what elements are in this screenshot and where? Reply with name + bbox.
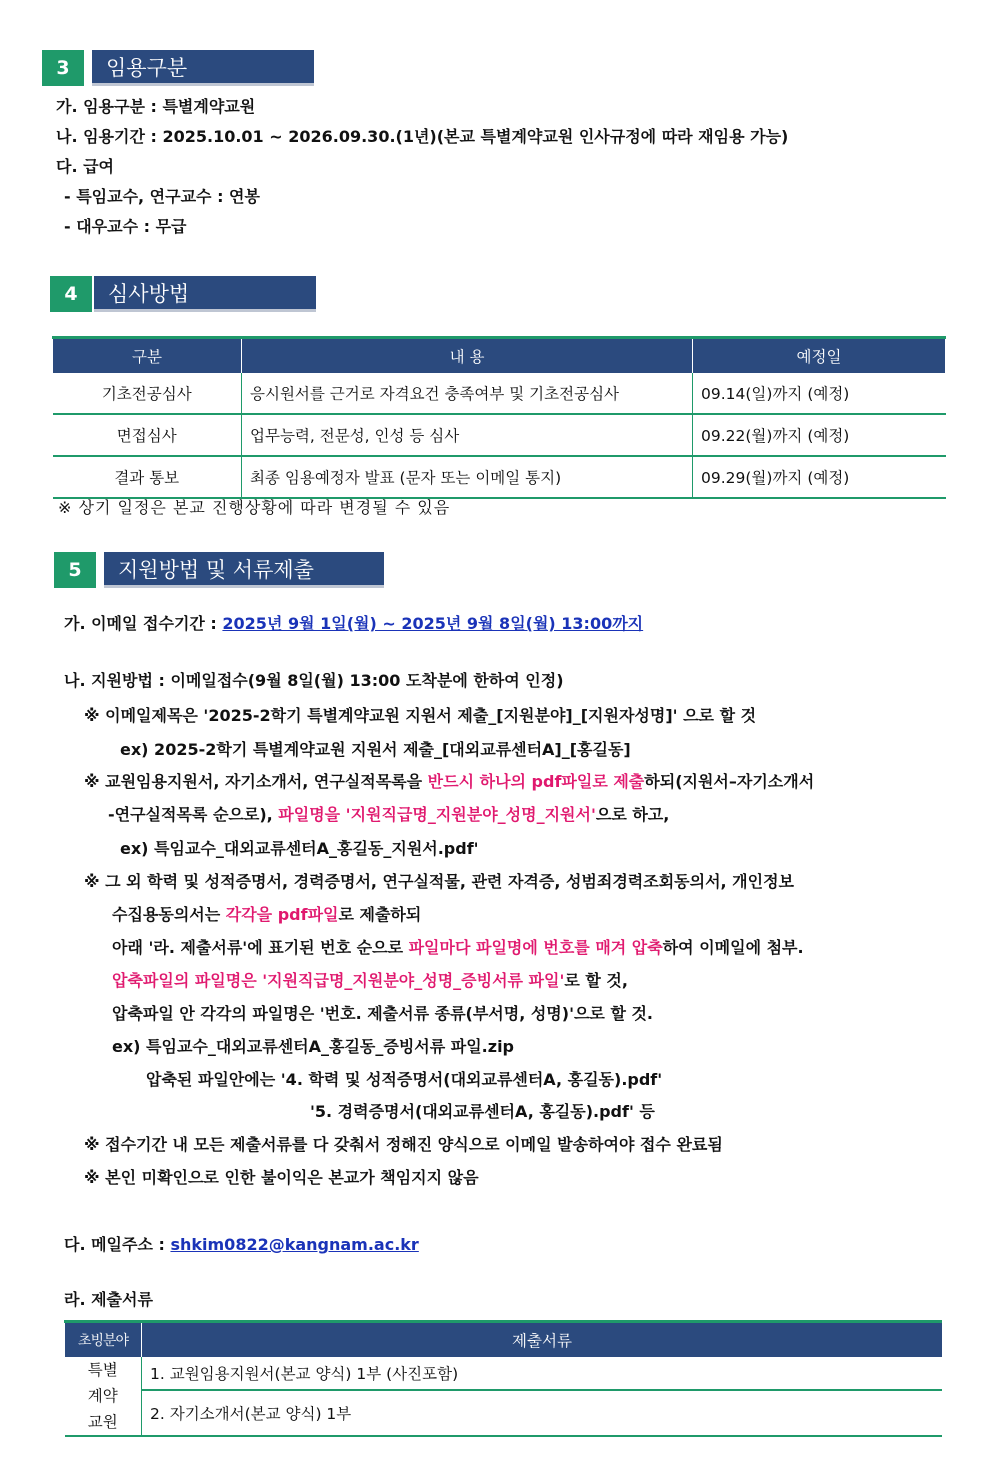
text-span: 로 할 것, xyxy=(564,971,628,990)
text-span: 아래 '라. 제출서류'에 표기된 번호 순으로 xyxy=(112,938,409,957)
text-span: 하되(지원서–자기소개서 xyxy=(644,772,815,791)
submission-complete-note: ※ 접수기간 내 모든 제출서류를 다 갖춰서 정해진 양식으로 이메일 발송하여야 접수 완료됨 xyxy=(84,1135,723,1154)
cell-content: 최종 임용예정자 발표 (문자 또는 이메일 통지) xyxy=(242,456,693,498)
cell-category: 결과 통보 xyxy=(53,456,242,498)
table-header-row xyxy=(65,1322,943,1358)
review-schedule-table xyxy=(52,336,946,499)
zip-content-example-2: '5. 경력증명서(대외교류센터A, 홍길동).pdf' 등 xyxy=(310,1102,655,1121)
col-header-content: 내 용 xyxy=(242,338,693,374)
text-span: 수집용동의서는 xyxy=(112,905,226,924)
text-span: ※ 교원임용지원서, 자기소개서, 연구실적목록을 xyxy=(84,772,428,791)
col-header-field: 초빙분야 xyxy=(65,1322,142,1358)
sec3-line-a: 가. 임용구분 : 특별계약교원 xyxy=(56,97,256,116)
mail-address-label: 다. 메일주소 : xyxy=(64,1235,171,1254)
col-header-docs: 제출서류 xyxy=(142,1322,943,1358)
pdf-filename-example: ex) 특임교수_대외교류센터A_홍길동_지원서.pdf' xyxy=(120,839,479,858)
table-row xyxy=(65,1390,943,1436)
cell-category: 기초전공심사 xyxy=(53,373,242,414)
pdf-submit-rule xyxy=(84,769,814,792)
section-5-title: 지원방법 및 서류제출 xyxy=(104,552,384,588)
apply-method: 나. 지원방법 : 이메일접수(9월 8일(월) 13:00 도착분에 한하여 인정) xyxy=(64,671,564,690)
sec3-line-c: 다. 급여 xyxy=(56,157,115,176)
schedule-note: ※ 상기 일정은 본교 진행상황에 따라 변경될 수 있음 xyxy=(58,498,451,517)
highlight-span: 파일마다 파일명에 번호를 매겨 압축 xyxy=(408,938,663,957)
email-period-value: 2025년 9월 1일(월) ~ 2025년 9월 8일(월) 13:00까지 xyxy=(222,614,644,633)
section-4-title: 심사방법 xyxy=(94,276,316,312)
section-3-title: 임용구분 xyxy=(92,50,314,86)
sec3-line-b: 나. 임용기간 : 2025.10.01 ~ 2026.09.30.(1년)(본교 특별계약교원 인사규정에 따라 재임용 가능) xyxy=(56,127,789,146)
cell-category: 면접심사 xyxy=(53,414,242,456)
text-span: 으로 하고, xyxy=(595,805,670,824)
zip-content-example-1: 압축된 파일안에는 '4. 학력 및 성적증명서(대외교류센터A, 홍길동).pdf' xyxy=(146,1070,663,1089)
table-row xyxy=(65,1357,943,1390)
sec3-line-c1: - 특임교수, 연구교수 : 연봉 xyxy=(64,187,260,206)
sec3-line-c2: - 대우교수 : 무급 xyxy=(64,217,187,236)
cell-doc: 2. 자기소개서(본교 양식) 1부 xyxy=(142,1390,943,1436)
table-header-row xyxy=(53,338,946,374)
cell-date: 09.14(일)까지 (예정) xyxy=(693,373,946,414)
email-period-label: 가. 이메일 접수기간 : xyxy=(64,614,223,633)
section-5-number: 5 xyxy=(54,552,96,588)
col-header-category: 구분 xyxy=(53,338,242,374)
cell-doc: 1. 교원임용지원서(본교 양식) 1부 (사진포함) xyxy=(142,1357,943,1390)
other-docs-rule-5: 압축파일 안 각각의 파일명은 '번호. 제출서류 종류(부서명, 성명)'으로 할 것. xyxy=(112,1004,654,1023)
highlight-span: 반드시 하나의 pdf파일로 제출 xyxy=(427,772,645,791)
text-span: 하여 이메일에 첨부. xyxy=(662,938,804,957)
text-span: 로 제출하되 xyxy=(338,905,422,924)
email-subject-example: ex) 2025-2학기 특별계약교원 지원서 제출_[대외교류센터A]_[홍길동] xyxy=(120,740,631,759)
zip-example: ex) 특임교수_대외교류센터A_홍길동_증빙서류 파일.zip xyxy=(112,1037,515,1056)
text-span: -연구실적목록 순으로), xyxy=(108,805,279,824)
other-docs-rule-4 xyxy=(112,968,628,991)
highlight-span: 각각을 pdf파일 xyxy=(225,905,339,924)
email-subject-rule: ※ 이메일제목은 '2025-2학기 특별계약교원 지원서 제출_[지원분야]_[지원자성명]' 으로 할 것 xyxy=(84,706,757,725)
mail-address xyxy=(64,1232,419,1255)
pdf-submit-rule-2 xyxy=(108,802,669,825)
table-row xyxy=(53,373,946,414)
table-row xyxy=(53,456,946,498)
mail-address-link[interactable]: shkim0822@kangnam.ac.kr xyxy=(170,1235,419,1254)
highlight-span: 파일명을 '지원직급명_지원분야_성명_지원서' xyxy=(278,805,596,824)
category-line: 특별 xyxy=(87,1361,118,1379)
cell-date: 09.29(월)까지 (예정) xyxy=(693,456,946,498)
cell-date: 09.22(월)까지 (예정) xyxy=(693,414,946,456)
highlight-span: 압축파일의 파일명은 '지원직급명_지원분야_성명_증빙서류 파일' xyxy=(112,971,565,990)
email-period xyxy=(64,611,643,634)
category-line: 교원 xyxy=(87,1413,118,1431)
cell-content: 업무능력, 전문성, 인성 등 심사 xyxy=(242,414,693,456)
cell-content: 응시원서를 근거로 자격요건 충족여부 및 기초전공심사 xyxy=(242,373,693,414)
other-docs-rule-3 xyxy=(112,935,804,958)
category-line: 계약 xyxy=(87,1387,118,1405)
required-docs-table xyxy=(64,1320,942,1437)
other-docs-rule: ※ 그 외 학력 및 성적증명서, 경력증명서, 연구실적물, 관련 자격증, 성범죄경력조회동의서, 개인정보 xyxy=(84,872,795,891)
cell-field-category xyxy=(65,1357,142,1436)
required-docs-title: 라. 제출서류 xyxy=(64,1290,153,1309)
section-3-number: 3 xyxy=(42,50,84,86)
table-row xyxy=(53,414,946,456)
section-4-number: 4 xyxy=(50,276,92,312)
other-docs-rule-2 xyxy=(112,902,421,925)
col-header-date: 예정일 xyxy=(693,338,946,374)
responsibility-note: ※ 본인 미확인으로 인한 불이익은 본교가 책임지지 않음 xyxy=(84,1168,479,1187)
